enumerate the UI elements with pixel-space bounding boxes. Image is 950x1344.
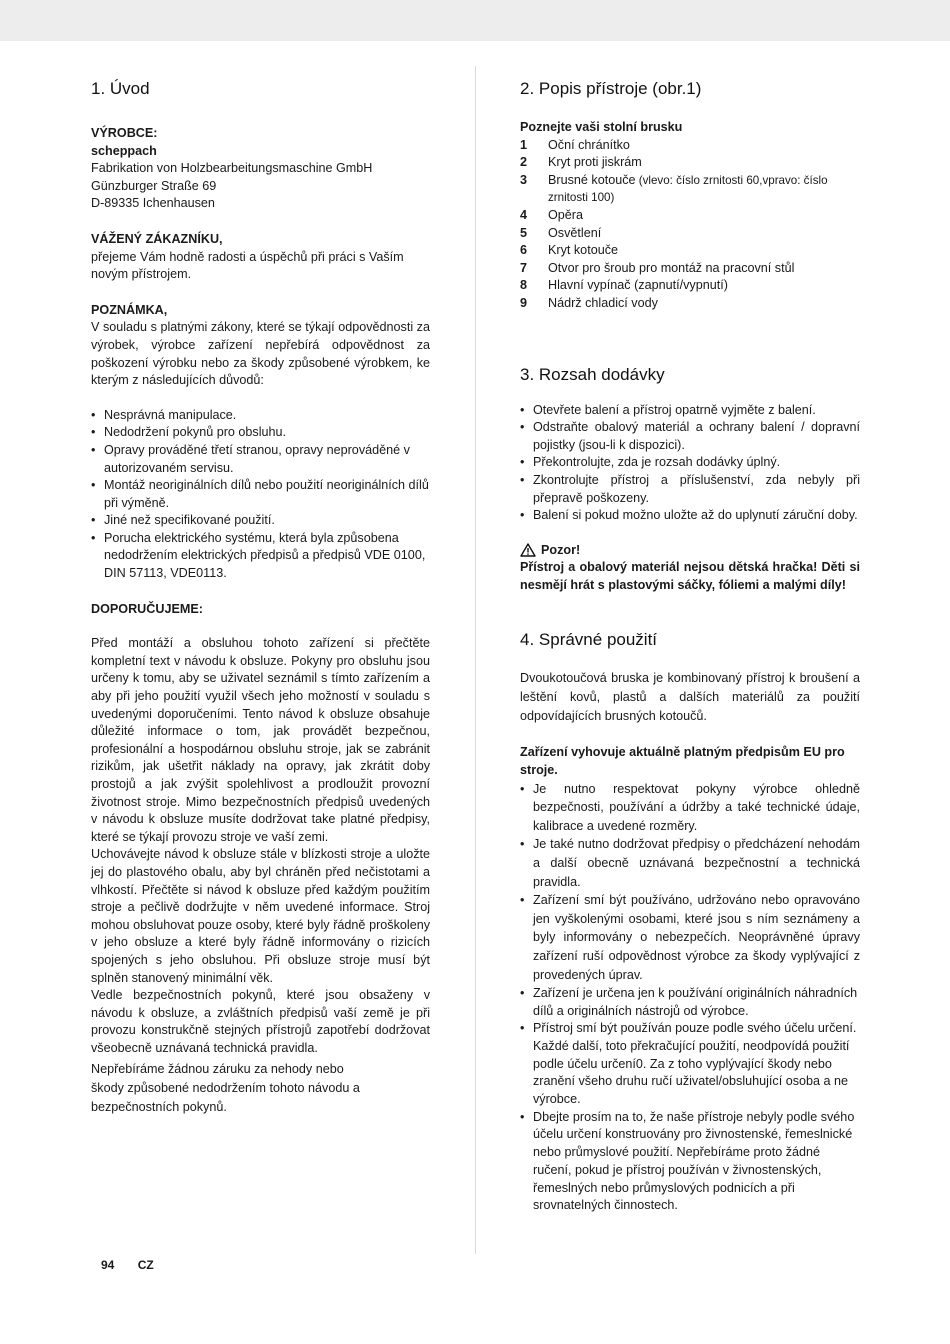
list-item: • Zkontrolujte přístroj a příslušenství, zda nebyly při přepravě poškozeny.: [520, 472, 860, 507]
usage-list: [520, 780, 860, 1215]
manufacturer-block: [91, 125, 430, 213]
manufacturer-line: Fabrikation von Holzbearbeitungsmaschine GmbH: [91, 161, 373, 176]
right-column: [520, 78, 860, 1215]
warning-header: [520, 542, 860, 560]
list-item: 4 Opěra: [520, 207, 584, 222]
list-item: • Je také nutno dodržovat předpisy o předcházení nehodám a další obecně uznávaná bezpečnostní a technická pravidla.: [520, 835, 860, 891]
warning-label: Pozor!: [541, 542, 581, 557]
column-divider: [475, 66, 476, 1254]
customer-label: VÁŽENÝ ZÁKAZNÍKU,: [91, 231, 223, 246]
note-block: [91, 302, 430, 583]
list-item: • Nesprávná manipulace.: [91, 407, 430, 425]
list-item: • Přístroj smí být používán pouze podle svého účelu určení. Každé další, toto překračující použití, neodpovídá použití podle účelu určení0. Za z toho vyplývající škody nebo zranění všeho druhu ručí uživatel/obsluhující osoba a ne výrobce.: [520, 1020, 860, 1109]
page-number: 94: [101, 1258, 115, 1272]
recommend-label: DOPORUČUJEME:: [91, 601, 203, 616]
list-item: 5 Osvětlení: [520, 225, 602, 240]
manufacturer-name: scheppach: [91, 143, 157, 158]
manufacturer-line: D-89335 Ichenhausen: [91, 196, 215, 211]
disclaimer-line: Nepřebíráme žádnou záruku za nehody nebo: [91, 1061, 344, 1076]
list-item: • Balení si pokud možno uložte až do uplynutí záruční doby.: [520, 507, 860, 525]
disclaimer-line: škody způsobené nedodržením tohoto návodu a: [91, 1080, 360, 1095]
parts-list: [520, 137, 860, 313]
language-code: CZ: [137, 1258, 154, 1272]
list-item: • Jiné než specifikované použití.: [91, 512, 430, 530]
list-item: • Překontrolujte, zda je rozsah dodávky úplný.: [520, 454, 860, 472]
section-title-popis: 2. Popis přístroje (obr.1): [520, 79, 702, 98]
warning-triangle-icon: [520, 543, 536, 557]
list-item: • Dbejte prosím na to, že naše přístroje nebyly podle svého účelu určení konstruovány pro živnostenské, řemeslnické nebo průmyslové použití. Nepřebíráme proto žádné ručení, pokud je přístroj používán v živnostenských, řemeslných nebo průmyslových podnicích a při srovnatelných činnostech.: [520, 1109, 860, 1215]
disclaimer-line: bezpečnostních pokynů.: [91, 1099, 227, 1114]
customer-text: přejeme Vám hodně radosti a úspěchů při práci s Vaším novým přístrojem.: [91, 249, 404, 282]
list-item: • Opravy prováděné třetí stranou, opravy neprováděné v autorizovaném servisu.: [91, 442, 430, 477]
list-item: 8 Hlavní vypínač (zapnutí/vypnutí): [520, 278, 728, 293]
list-item: 2 Kryt proti jiskrám: [520, 155, 642, 170]
customer-block: [91, 231, 430, 284]
delivery-list: [520, 402, 860, 525]
list-item: • Je nutno respektovat pokyny výrobce ohledně bezpečnosti, používání a údržby a také technické údaje, kalibrace a uvedené rozměry.: [520, 780, 860, 836]
recommend-paragraph: Vedle bezpečnostních pokynů, které jsou obsaženy v návodu k obsluze, a zvláštních předpisů vaší země je při provozu konstrukčně stejných přístrojů zapotřebí dodržovat všeobecně uznávaná technická pravidla.: [91, 988, 430, 1055]
note-text: V souladu s platnými zákony, které se týkají odpovědnosti za výrobek, výrobce zařízení nepřebírá odpovědnost za poškození výrobku nebo za škody způsobené výrobkem, ke kterým z následujících důvodů:: [91, 320, 430, 388]
recommend-disclaimer: [91, 1060, 430, 1117]
list-item: • Zařízení je určena jen k používání originálních náhradních dílů a originálních nástrojů od výrobce.: [520, 984, 860, 1020]
manufacturer-label: VÝROBCE:: [91, 126, 158, 140]
list-item: 9 Nádrž chladicí vody: [520, 295, 658, 310]
list-item: 7 Otvor pro šroub pro montáž na pracovní stůl: [520, 260, 795, 275]
parts-intro: Poznejte vaši stolní brusku: [520, 120, 683, 134]
usage-text: Dvoukotoučová bruska je kombinovaný přístroj k broušení a leštění kovů, plastů a dalších materiálů za použití odpovídajících brusných kotoučů.: [520, 671, 860, 724]
list-item: • Zařízení smí být používáno, udržováno nebo opravováno jen vyškolenými osobami, které jsou s ním seznámeny a byly informovány o nebezpečích. Neoprávněné úpravy zařízení ruší odpovědnost výrobce za škody vyplývající z provedených úprav.: [520, 891, 860, 984]
list-item: 6 Kryt kotouče: [520, 243, 618, 258]
section-title-rozsah: 3. Rozsah dodávky: [520, 364, 665, 384]
eu-heading: Zařízení vyhovuje aktuálně platným předpisům EU pro stroje.: [520, 745, 845, 778]
top-bar: [0, 0, 950, 41]
recommend-paragraph: Uchovávejte návod k obsluze stále v blízkosti stroje a uložte jej do plastového obalu, aby byl chráněn před nečistotami a vlhkostí. Přečtěte si návod k obsluze před každým použitím stroje a pečlivě dodržujte v něm uvedené informace. Stroj mohou obsluhovat pouze osoby, které byly řádně proškoleny v jeho obsluze a které byly řádně informovány o rizicích spojených s jeho obsluhou. Při obsluze stroje musí být splněn stanovený minimální věk.: [91, 847, 430, 985]
page-footer: [101, 1258, 174, 1272]
recommend-paragraph: Před montáží a obsluhou tohoto zařízení si přečtěte kompletní text v návodu k obsluze. Pokyny pro obsluhu jsou určeny k tomu, aby se uživatel seznámil s tímto zařízením a aby při jeho použití využil všech jeho možností v souladu s uvedenými doporučeními. Tento návod k obsluze obsahuje důležité informace o tom, jak provádět bezpečnou, profesionální a hospodárnou obsluhu stroje, jak se zabránit rizikům, jak ušetřit náklady na opravy, jak zkrátit doby prostojů a jak zvýšit spolehlivost a prodloužit provozní životnost stroje. Mimo bezpečnostních předpisů uvedených v návodu k obsluze musíte dodržovat take platné předpisy, které se týkají provozu stroje ve vaší zemi.: [91, 636, 430, 844]
list-item: • Nedodržení pokynů pro obsluhu.: [91, 424, 430, 442]
left-column: [91, 78, 430, 1117]
list-item: • Otevřete balení a přístroj opatrně vyjměte z balení.: [520, 402, 860, 420]
list-item: 1 Oční chránítko: [520, 137, 630, 152]
note-list: [91, 407, 430, 583]
list-item: • Odstraňte obalový materiál a ochrany balení / dopravní pojistky (jsou-li k dispozici).: [520, 419, 860, 454]
section-title-uvod: 1. Úvod: [91, 79, 150, 98]
note-label: POZNÁMKA,: [91, 302, 168, 317]
list-item: • Montáž neoriginálních dílů nebo použití neoriginálních dílů při výměně.: [91, 477, 430, 512]
list-item: 3 Brusné kotouče (vlevo: číslo zrnitosti 60,vpravo: číslo zrnitosti 100): [520, 172, 828, 205]
warning-text: Přístroj a obalový materiál nejsou dětská hračka! Děti si nesmějí hrát s plastovými sáčky, fóliemi a malými díly!: [520, 560, 860, 592]
recommend-block: [91, 601, 430, 1117]
section-title-pouziti: 4. Správné použití: [520, 630, 658, 650]
manufacturer-line: Günzburger Straße 69: [91, 178, 217, 193]
list-item: • Porucha elektrického systému, která byla způsobena nedodržením elektrických předpisů a předpisů VDE 0100, DIN 57113, VDE0113.: [91, 530, 430, 583]
